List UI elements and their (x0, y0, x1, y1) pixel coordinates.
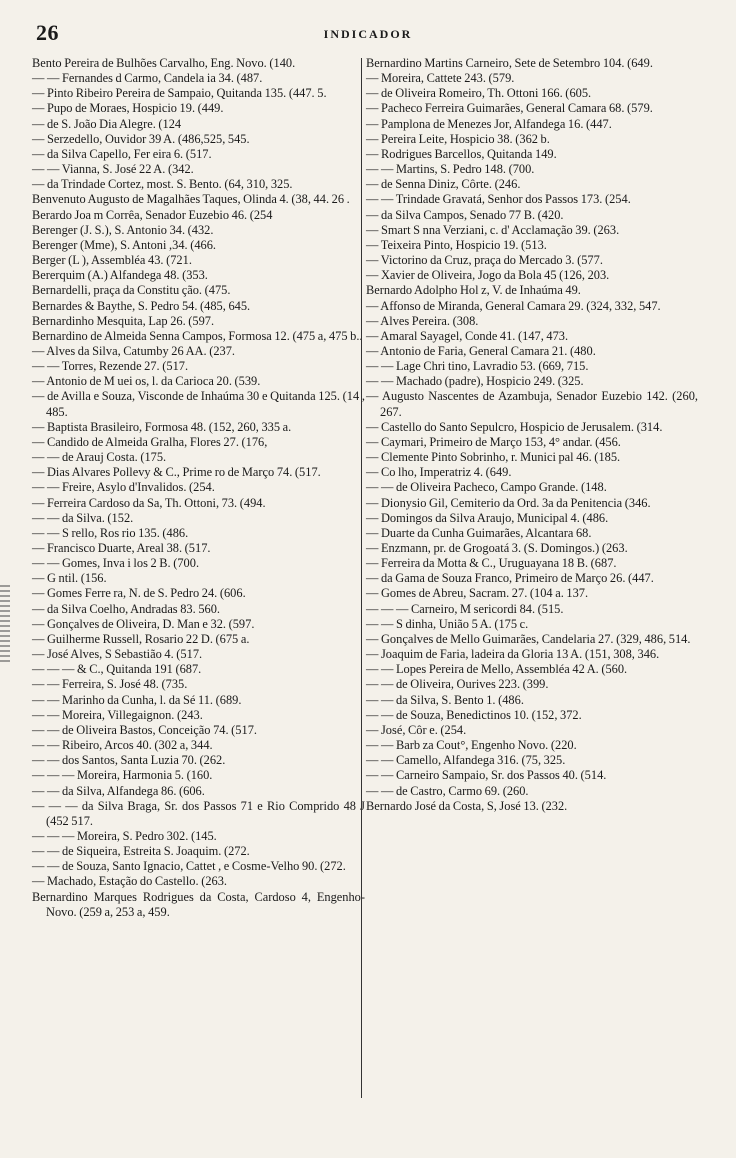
directory-entry: — Smart S nna Verziani, c. d' Acclamação 39. (263. (366, 222, 620, 237)
directory-entry: Berenger (J. S.), S. Antonio 34. (432. (32, 222, 214, 237)
directory-entry: — Guilherme Russell, Rosario 22 D. (675 a. (32, 631, 250, 646)
directory-entry: — Francisco Duarte, Areal 38. (517. (32, 541, 211, 555)
directory-entry: — — Camello, Alfandega 316. (75, 325. (366, 753, 566, 768)
directory-entry: — — Fernandes d Carmo, Candela ia 34. (487. (32, 71, 263, 86)
directory-entry: — — — & C., Quitanda 191 (687. (32, 662, 202, 677)
directory-entry: — — de Souza, Santo Ignacio, Cattet , e Cosme-Velho 90. (272. (32, 859, 346, 874)
directory-entry: — da Trindade Cortez, most. S. Bento. (64, 310, 325. (32, 177, 293, 192)
directory-entry: — — Torres, Rezende 27. (517. (32, 359, 189, 374)
directory-entry: — — dos Santos, Santa Luzia 70. (262. (32, 753, 226, 768)
directory-entry: — Pamplona de Menezes Jor, Alfandega 16. (447. (366, 116, 612, 131)
directory-entry: — — — Carneiro, M sericordi 84. (515. (366, 601, 564, 616)
directory-entry: — Ferreira da Motta & C., Uruguayana 18 B. (687. (366, 556, 617, 571)
directory-entry: — Pupo de Moraes, Hospicio 19. (449. (32, 101, 224, 116)
directory-entry: — — da Silva, S. Bento 1. (486. (366, 692, 524, 707)
running-head: INDICADOR (323, 27, 413, 41)
directory-entry: — Domingos da Silva Araujo, Municipal 4. (486. (366, 510, 609, 525)
directory-entry: — de Senna Diniz, Côrte. (246. (366, 177, 521, 192)
directory-entry: — G ntil. (156. (32, 571, 107, 586)
directory-entry: Bernardelli, praça da Constitu ção. (475. (32, 283, 231, 298)
directory-entry: Berardo Joa m Corrêa, Senador Euzebio 46. (254 (32, 207, 273, 222)
directory-entry: — Antonio de M uei os, l. da Carioca 20. (539. (32, 374, 261, 389)
directory-entry: Bernardino Martins Carneiro, Sete de Setembro 104. (649. (366, 56, 653, 70)
directory-entry: — — da Silva, Alfandega 86. (606. (32, 783, 205, 798)
directory-entry: — Antonio de Faria, General Camara 21. (480. (366, 343, 596, 358)
directory-entry: — — Carneiro Sampaio, Sr. dos Passos 40. (514. (366, 768, 607, 783)
directory-entry: — — Barb za Cout°, Engenho Novo. (220. (366, 738, 577, 753)
directory-entry: Berenger (Mme), S. Antoni ,34. (466. (32, 237, 217, 252)
right-column (366, 56, 698, 814)
directory-entry: — Pereira Leite, Hospicio 38. (362 b. (366, 131, 550, 146)
directory-entry: — Teixeira Pinto, Hospicio 19. (513. (366, 237, 547, 252)
directory-entry: — Candido de Almeida Gralha, Flores 27. (176, (32, 434, 268, 449)
directory-entry: — — Gomes, Inva i los 2 B. (700. (32, 556, 200, 571)
directory-entry: — Co lho, Imperatriz 4. (649. (366, 465, 512, 480)
directory-entry: — Gonçalves de Oliveira, D. Man e 32. (597. (32, 616, 255, 631)
directory-entry: — — de Oliveira Bastos, Conceição 74. (517. (32, 722, 257, 737)
directory-entry: — — de Oliveira, Ourives 223. (399. (366, 677, 549, 692)
directory-entry: — — Moreira, Villegaignon. (243. (32, 707, 203, 722)
directory-entry: — Xavier de Oliveira, Jogo da Bola 45 (126, 203. (366, 268, 610, 283)
directory-entry: — — — Moreira, Harmonia 5. (160. (32, 768, 213, 783)
directory-entry: — — Lage Chri tino, Lavradio 53. (669, 715. (366, 359, 589, 374)
directory-entry: — de Avilla e Souza, Visconde de Inhaúma 30 e Quitanda 125. (14 , 485. (32, 389, 365, 419)
directory-entry: — da Silva Coelho, Andradas 83. 560. (32, 601, 221, 616)
directory-entry: Bernardo José da Costa, S, José 13. (232. (366, 798, 568, 813)
directory-entry: — — Marinho da Cunha, l. da Sé 11. (689. (32, 692, 242, 707)
directory-entry: — — — da Silva Braga, Sr. dos Passos 71 e Rio Comprido 48 J (452 517. (32, 798, 365, 828)
directory-entry: — da Silva Campos, Senado 77 B. (420. (366, 207, 564, 222)
directory-entry: — Castello do Santo Sepulcro, Hospicio de Jerusalem. (314. (366, 419, 663, 434)
directory-entry: — Ferreira Cardoso da Sa, Th. Ottoni, 73. (494. (32, 495, 266, 510)
directory-entry: — — Ferreira, S. José 48. (735. (32, 677, 188, 692)
directory-entry: — — de Siqueira, Estreita S. Joaquim. (272. (32, 844, 250, 859)
directory-entry: — Amaral Sayagel, Conde 41. (147, 473. (366, 328, 569, 343)
directory-entry: Bererquim (A.) Alfandega 48. (353. (32, 268, 208, 283)
directory-entry: — — Lopes Pereira de Mello, Assembléa 42 A. (560. (366, 662, 628, 677)
directory-entry: — — de Souza, Benedictinos 10. (152, 372. (366, 707, 582, 722)
directory-entry: — — Trindade Gravatá, Senhor dos Passos 173. (254. (366, 192, 631, 207)
directory-entry: — da Gama de Souza Franco, Primeiro de Março 26. (447. (366, 571, 654, 586)
directory-entry: — — Martins, S. Pedro 148. (700. (366, 162, 535, 177)
column-divider (361, 58, 362, 1098)
directory-entry: Bernardino de Almeida Senna Campos, Formosa 12. (475 a, 475 b.. (32, 328, 363, 343)
directory-entry: — Enzmann, pr. de Grogoatá 3. (S. Domingos.) (263. (366, 541, 628, 555)
directory-entry: — Rodrigues Barcellos, Quitanda 149. (366, 146, 557, 161)
directory-entry: — José, Côr e. (254. (366, 722, 467, 737)
directory-entry: — — Vianna, S. José 22 A. (342. (32, 162, 194, 177)
directory-entry: Bento Pereira de Bulhões Carvalho, Eng. Novo. (140. (32, 56, 296, 70)
directory-entry: — Gomes Ferre ra, N. de S. Pedro 24. (606. (32, 586, 246, 601)
directory-entry: — Gonçalves de Mello Guimarães, Candelaria 27. (329, 486, 514. (366, 631, 691, 646)
directory-entry: — — Ribeiro, Arcos 40. (302 a, 344. (32, 738, 213, 753)
directory-entry: — Joaquim de Faria, ladeira da Gloria 13 A. (151, 308, 346. (366, 647, 660, 662)
directory-entry: — Clemente Pinto Sobrinho, r. Munici pal 46. (185. (366, 450, 621, 465)
directory-entry: — — S rello, Ros rio 135. (486. (32, 525, 189, 540)
directory-entry: — Alves Pereira. (308. (366, 313, 479, 328)
directory-entry: — Moreira, Cattete 243. (579. (366, 71, 515, 86)
directory-entry: — Machado, Estação do Castello. (263. (32, 874, 228, 889)
directory-entry: — de S. João Dia Alegre. (124 (32, 116, 182, 131)
directory-entry: — Dias Alvares Pollevy & C., Prime ro de Março 74. (517. (32, 465, 321, 480)
directory-entry: — — — Moreira, S. Pedro 302. (145. (32, 828, 217, 843)
directory-entry: Bernardinho Mesquita, Lap 26. (597. (32, 313, 215, 328)
directory-entry: — Affonso de Miranda, General Camara 29. (324, 332, 547. (366, 298, 661, 313)
directory-entry: Bernardo Adolpho Hol z, V. de Inhaúma 49. (366, 283, 581, 298)
directory-entry: — — de Oliveira Pacheco, Campo Grande. (148. (366, 480, 607, 495)
directory-entry: Bernardes & Baythe, S. Pedro 54. (485, 645. (32, 298, 251, 313)
directory-entry: — — de Castro, Carmo 69. (260. (366, 783, 529, 798)
directory-entry: Bernardino Marques Rodrigues da Costa, Cardoso 4, Engenho-Novo. (259 a, 253 a, 459. (32, 889, 365, 919)
directory-entry: — Augusto Nascentes de Azambuja, Senador Euzebio 142. (260, 267. (366, 389, 698, 419)
directory-entry: — — Machado (padre), Hospicio 249. (325. (366, 374, 584, 389)
directory-entry: — Gomes de Abreu, Sacram. 27. (104 a. 137. (366, 586, 589, 601)
binding-edge-mark (0, 585, 10, 665)
directory-entry: — José Alves, S Sebastião 4. (517. (32, 647, 203, 662)
directory-entry: — Victorino da Cruz, praça do Mercado 3. (577. (366, 253, 603, 268)
directory-entry: — Baptista Brasileiro, Formosa 48. (152, 260, 335 a. (32, 419, 292, 434)
directory-entry: — — de Arauj Costa. (175. (32, 450, 167, 465)
directory-entry: — Serzedello, Ouvidor 39 A. (486,525, 545. (32, 131, 250, 146)
directory-entry: — — da Silva. (152. (32, 510, 134, 525)
directory-entry: — Alves da Silva, Catumby 26 AA. (237. (32, 343, 236, 358)
directory-entry: — — S dinha, União 5 A. (175 c. (366, 616, 529, 631)
directory-entry: — — Freire, Asylo d'Invalidos. (254. (32, 480, 215, 495)
directory-entry: — Dionysio Gil, Cemiterio da Ord. 3a da Penitencia (346. (366, 495, 651, 510)
directory-entry: — da Silva Capello, Fer eira 6. (517. (32, 146, 212, 161)
directory-entry: — Caymari, Primeiro de Março 153, 4° andar. (456. (366, 434, 621, 449)
directory-entry: Berger (L ), Assembléa 43. (721. (32, 253, 192, 268)
directory-entry: — Pinto Ribeiro Pereira de Sampaio, Quitanda 135. (447. 5. (32, 86, 327, 101)
directory-entry: — de Oliveira Romeiro, Th. Ottoni 166. (605. (366, 86, 592, 101)
directory-entry: — Pacheco Ferreira Guimarães, General Camara 68. (579. (366, 101, 653, 116)
directory-entry: — Duarte da Cunha Guimarães, Alcantara 68. (366, 525, 592, 540)
directory-entry: Benvenuto Augusto de Magalhães Taques, Olinda 4. (38, 44. 26 . (32, 192, 350, 207)
left-column (32, 56, 365, 920)
page-number: 26 (36, 20, 59, 45)
